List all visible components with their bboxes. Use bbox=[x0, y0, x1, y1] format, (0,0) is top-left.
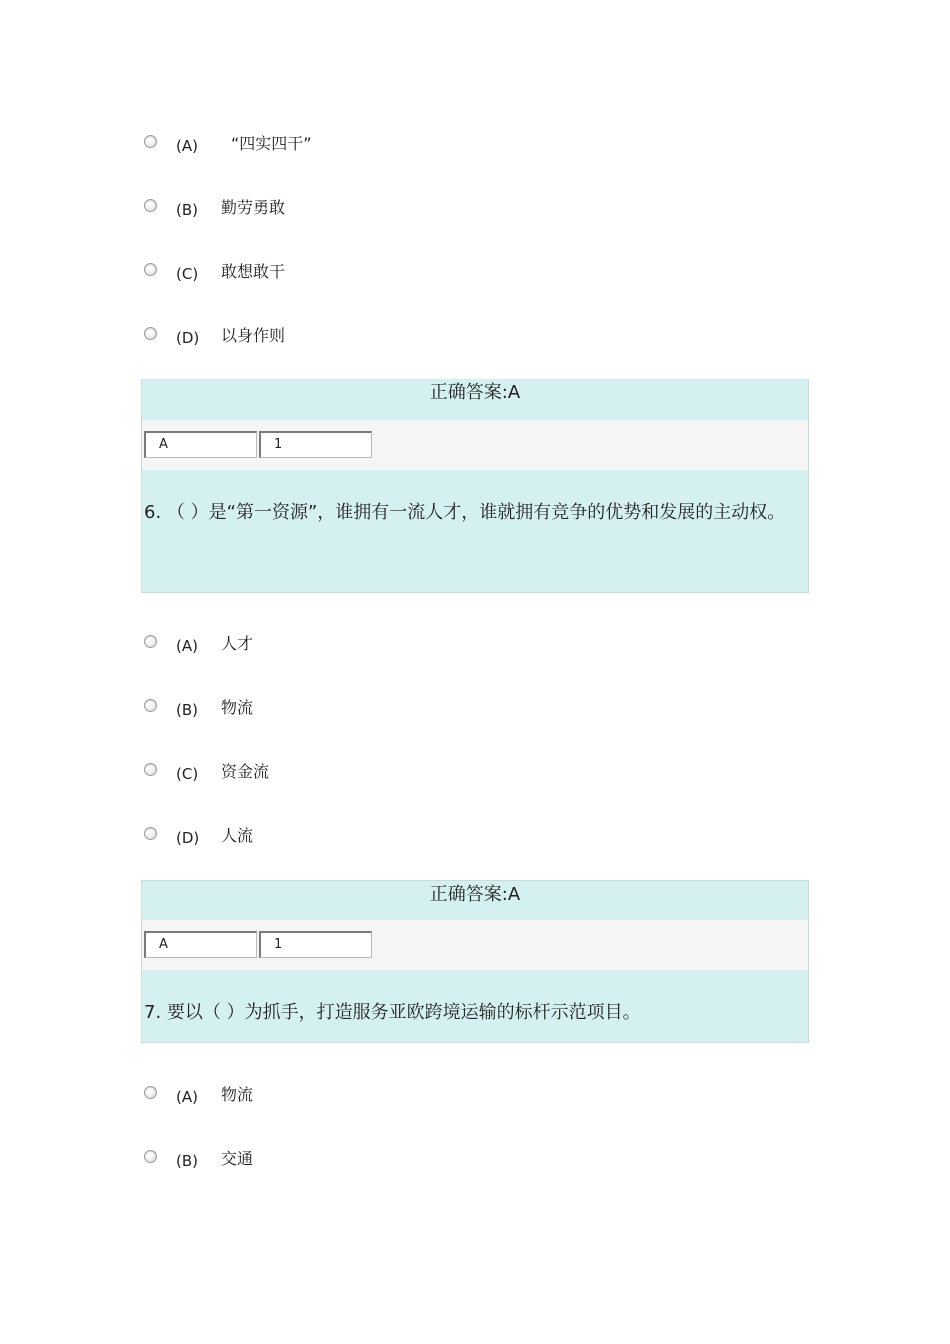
correct-answer-label: 正确答案:A bbox=[142, 379, 808, 420]
question-stem: 7. 要以（ ）为抓手，打造服务亚欧跨境运输的标杆示范项目。 bbox=[142, 970, 808, 1042]
option-text: 人才 bbox=[221, 634, 254, 653]
score-field[interactable]: 1 bbox=[259, 931, 372, 958]
option-letter: (A) bbox=[176, 637, 198, 655]
option-b[interactable] bbox=[144, 699, 744, 729]
radio-button[interactable] bbox=[144, 263, 157, 276]
option-d[interactable] bbox=[144, 827, 744, 857]
option-letter: (A) bbox=[176, 137, 198, 155]
option-letter: (B) bbox=[176, 201, 198, 219]
radio-button[interactable] bbox=[144, 1086, 157, 1099]
option-d[interactable] bbox=[144, 327, 744, 357]
option-c[interactable] bbox=[144, 763, 744, 793]
option-text: 以身作则 bbox=[221, 326, 286, 345]
answer-field[interactable]: A bbox=[144, 431, 257, 458]
answer-fields-row bbox=[142, 920, 808, 970]
score-field[interactable]: 1 bbox=[259, 431, 372, 458]
radio-button[interactable] bbox=[144, 199, 157, 212]
option-letter: (D) bbox=[176, 329, 200, 347]
option-text: 人流 bbox=[221, 826, 254, 845]
radio-button[interactable] bbox=[144, 635, 157, 648]
option-letter: (A) bbox=[176, 1088, 198, 1106]
radio-button[interactable] bbox=[144, 699, 157, 712]
radio-button[interactable] bbox=[144, 1150, 157, 1163]
option-letter: (C) bbox=[176, 765, 199, 783]
option-text: 物流 bbox=[221, 698, 254, 717]
option-text: “四实四干” bbox=[231, 134, 312, 153]
question-stem: 6. （ ）是“第一资源”，谁拥有一流人才，谁就拥有竞争的优势和发展的主动权。 bbox=[142, 470, 808, 592]
option-text: 物流 bbox=[221, 1085, 254, 1104]
option-letter: (D) bbox=[176, 829, 200, 847]
option-letter: (B) bbox=[176, 1152, 198, 1170]
correct-answer-label: 正确答案:A bbox=[142, 881, 808, 920]
answer-panel bbox=[141, 880, 809, 1043]
option-b[interactable] bbox=[144, 199, 744, 229]
radio-button[interactable] bbox=[144, 327, 157, 340]
answer-fields-row bbox=[142, 420, 808, 470]
option-a[interactable] bbox=[144, 635, 744, 665]
radio-button[interactable] bbox=[144, 763, 157, 776]
option-a[interactable] bbox=[144, 1086, 744, 1116]
option-c[interactable] bbox=[144, 263, 744, 293]
option-text: 资金流 bbox=[221, 762, 270, 781]
option-letter: (B) bbox=[176, 701, 198, 719]
answer-field[interactable]: A bbox=[144, 931, 257, 958]
option-a[interactable] bbox=[144, 135, 744, 165]
option-text: 交通 bbox=[221, 1149, 254, 1168]
option-text: 敢想敢干 bbox=[221, 262, 286, 281]
option-letter: (C) bbox=[176, 265, 199, 283]
radio-button[interactable] bbox=[144, 135, 157, 148]
radio-button[interactable] bbox=[144, 827, 157, 840]
option-b[interactable] bbox=[144, 1150, 744, 1180]
answer-panel bbox=[141, 379, 809, 593]
option-text: 勤劳勇敢 bbox=[221, 198, 286, 217]
